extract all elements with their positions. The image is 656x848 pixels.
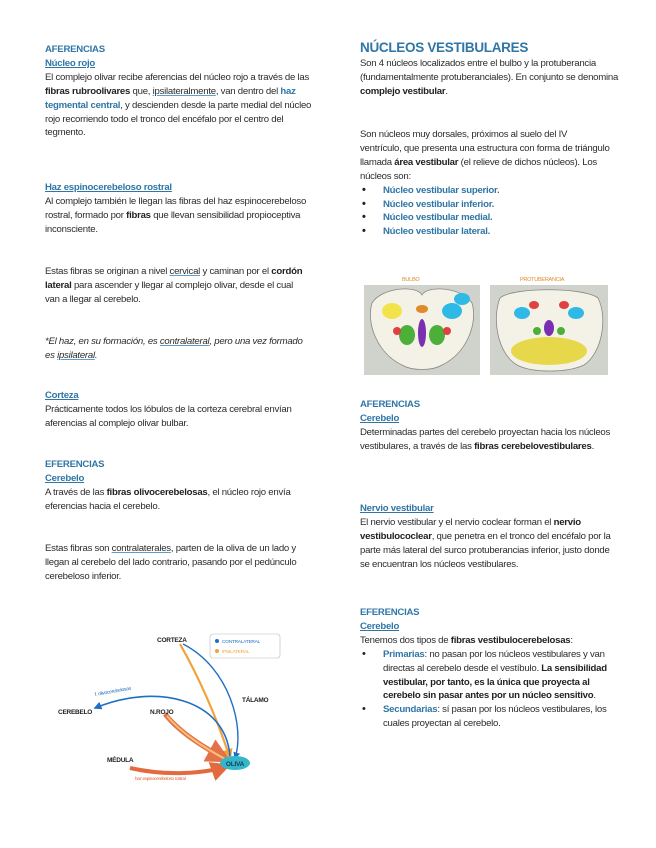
r-aferencias-title: AFERENCIAS <box>360 399 420 410</box>
corteza-heading: Corteza <box>45 390 79 401</box>
vestibular-title: NÚCLEOS VESTIBULARES <box>360 40 529 55</box>
eferencias-title: EFERENCIAS <box>45 459 105 470</box>
haz-path <box>130 766 227 773</box>
nervio-text: El nervio vestibular y el nervio coclear forman el nervio vestibulococlear, que penetra en el tronco del encéfalo por la parte más lateral del surco protuberancias inferior, justo donde se encuentran los núcleos vestibulares. <box>360 516 611 570</box>
nucleo-rojo-text: El complejo olivar recibe aferencias del núcleo rojo a través de las fibras rubroolivares que, ipsilateralmente, van dentro del haz tegmental central, y descienden desde la parte medial del núcleo rojo recorriendo todo el tronco del encéfalo por el centro del tegmento. <box>45 71 312 139</box>
nucleus-item: • Núcleo vestibular lateral. <box>383 225 610 239</box>
haz-heading: Haz espinocerebeloso rostral <box>45 182 172 193</box>
medula-label: MÉDULA <box>107 757 134 764</box>
secundarias-item: • Secundarias: sí pasan por los núcleos vestibulares, los cuales proyectan al cerebelo. <box>383 703 620 731</box>
haz-text: Al complejo también le llegan las fibras del haz espinocerebeloso rostral, formado por fibras que llevan sensibilidad propioceptiva inconsciente. <box>45 195 307 235</box>
r-cerebelo-heading: Cerebelo <box>360 412 400 424</box>
haz-note: *El haz, en su formación, es contralateral, pero una vez formado es ipsilateral. <box>45 336 303 361</box>
r-ef-cerebelo-text: Tenemos dos tipos de fibras vestibulocerebelosas: <box>360 634 573 646</box>
nucleo-rojo-heading: Núcleo rojo <box>45 57 96 69</box>
nervio-heading: Nervio vestibular <box>360 503 434 514</box>
haz-fibers-label: haz espinocerebeloso rostral <box>135 776 186 781</box>
haz-text-2: Estas fibras se originan a nivel cervical y caminan por el cordón lateral para ascender y llegar al complejo olivar, desde el cual van a llegar al cerebelo. <box>45 266 303 305</box>
bulbo-label: BULBO <box>402 277 420 283</box>
nucleus-item: • Núcleo vestibular inferior. <box>383 198 610 212</box>
nucleus-item: • Núcleo vestibular medial. <box>383 211 610 225</box>
cerebelo-heading: Cerebelo <box>45 472 85 484</box>
fibras-list <box>360 648 620 731</box>
corteza-label: CORTEZA <box>157 637 187 644</box>
aferencias-title: AFERENCIAS <box>45 44 105 55</box>
corticoolivar-path <box>180 644 230 758</box>
r-eferencias-title: EFERENCIAS <box>360 607 420 618</box>
olivo-fibers-label: f. olivocerebelosas <box>94 685 132 698</box>
nuclei-list <box>360 184 610 240</box>
oliva-label: OLIVA <box>225 761 245 768</box>
vestibular-intro: Son 4 núcleos localizados entre el bulbo y la protuberancia (fundamentalmente protuberanciales). En conjunto se denomina complejo vestibular. <box>360 58 619 97</box>
protuberancia-label: PROTUBERANCIA <box>520 277 565 283</box>
brainstem-sections-image <box>362 273 610 378</box>
cerebelo-label: CEREBELO <box>58 709 93 716</box>
primarias-item: • Primarias: no pasan por los núcleos vestibulares y van directas al cerebelo desde el vestíbulo. La sensibilidad vestibular, por tanto, es la única que proyecta al cerebelo sin pasar antes por un núcleo sensitivo. <box>383 648 620 704</box>
talamo-label: TÁLAMO <box>242 697 269 704</box>
cerebelo-text: A través de las fibras olivocerebelosas, el núcleo rojo envía eferencias hacia el cerebelo. <box>45 486 291 512</box>
corteza-text: Prácticamente todos los lóbulos de la corteza cerebral envían aferencias al complejo olivar bulbar. <box>45 403 292 429</box>
nrojo-label: N.ROJO <box>150 709 174 716</box>
cerebelo-text-2: Estas fibras son contralaterales, parten de la oliva de un lado y llegan al cerebelo del lado contrario, pasando por el pedúnculo cerebeloso inferior. <box>45 543 297 582</box>
r-ef-cerebelo-heading: Cerebelo <box>360 620 400 632</box>
nucleus-item: • Núcleo vestibular superior. <box>383 184 610 198</box>
vestibular-text-2: Son núcleos muy dorsales, próximos al suelo del IV ventrículo, que presenta una estructura con forma de triángulo llamada área vestibular (el relieve de dichos núcleos). Los núcleos son: <box>360 129 610 182</box>
r-cerebelo-text: Determinadas partes del cerebelo proyectan hacia los núcleos vestibulares, a través de las fibras cerebelovestibulares. <box>360 426 611 452</box>
olivar-connections-diagram <box>55 628 305 788</box>
legend-ipsilateral: IPSILATERAL <box>222 650 250 655</box>
legend-contralateral: CONTRALATERAL <box>222 640 260 645</box>
